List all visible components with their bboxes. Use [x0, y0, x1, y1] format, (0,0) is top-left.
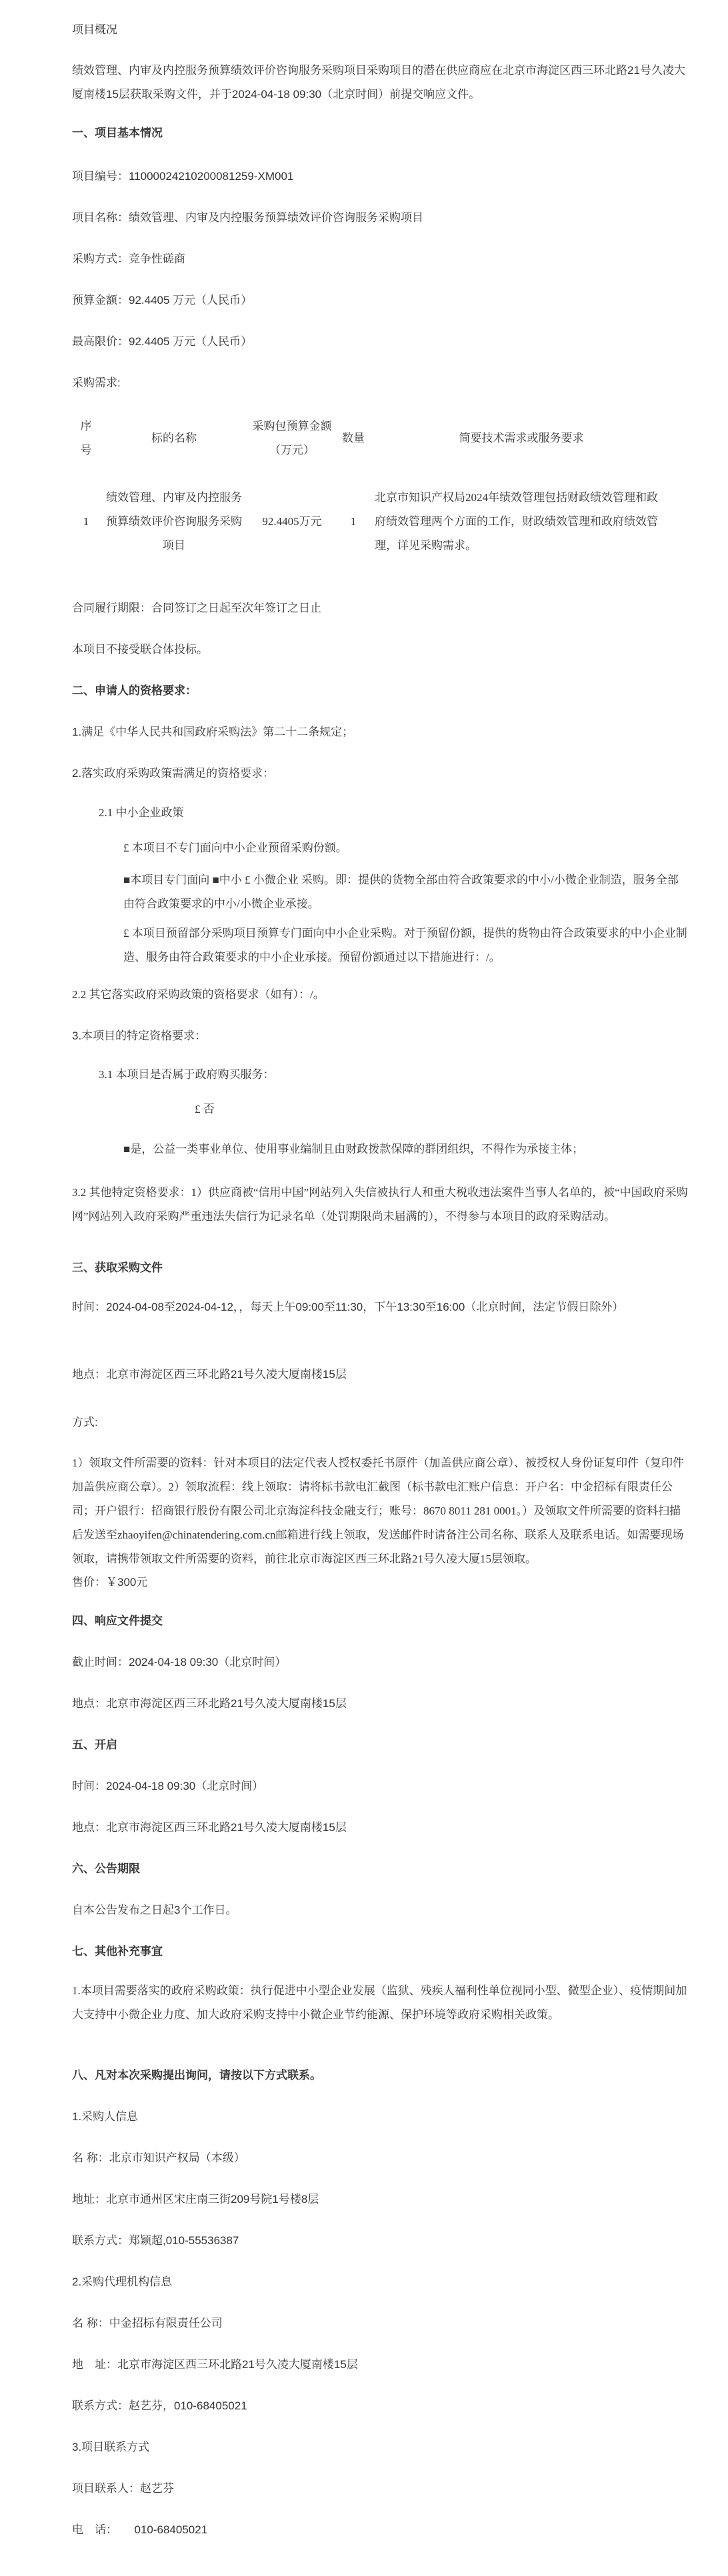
header-qty: 数量: [342, 432, 365, 444]
section5-heading: 五、开启: [72, 1738, 117, 1751]
project-contact-label: 3.项目联系方式: [72, 2441, 150, 2453]
agent-address: 地 址：北京市海淀区西三环北路21号久凌大厦南楼15层: [72, 2358, 358, 2371]
buyer-contact: 联系方式：郑颖超,010-55536387: [72, 2234, 239, 2247]
agent-contact: 联系方式：赵艺芬，010-68405021: [72, 2399, 247, 2412]
opening-place: 地点：北京市海淀区西三环北路21号久凌大厦南楼15层: [72, 1821, 347, 1834]
sme-option-a: £ 本项目不专门面向中小企业预留采购份额。: [123, 842, 347, 854]
other-specific-requirement: 3.2 其他特定资格要求：1）供应商被“信用中国”网站列入失信被执行人和重大税收违法案件当事人名单的，被“中国政府采购网”网站列入政府采购严重违法失信行为记录名单（处罚期限尚未届满的），不得参与本项目的政府采购活动。: [72, 1186, 688, 1223]
header-seq: 序号: [80, 420, 92, 456]
supplementary-policy: 1.本项目需要落实的政府采购政策：执行促进中小型企业发展（监狱、残疾人福利性单位视同小型、微型企业）、疫情期间加大支持中小微企业力度、加大政府采购支持中小微企业节约能源、保护环境等政府采购相关政策。: [72, 1984, 687, 2021]
qualification-item-1: 1.满足《中华人民共和国政府采购法》第二十二条规定；: [72, 726, 354, 738]
project-contact-person: 项目联系人：赵艺芬: [72, 2482, 174, 2495]
agent-info-label: 2.采购代理机构信息: [72, 2275, 173, 2288]
contract-period: 合同履行期限：合同签订之日起至次年签订之日止: [72, 602, 321, 614]
obtain-method-label: 方式:: [72, 1416, 98, 1429]
table-row: [72, 472, 672, 572]
document-price: 售价：￥300元: [72, 1576, 148, 1589]
budget-amount: 预算金额：92.4405 万元（人民币）: [72, 294, 253, 307]
submission-place: 地点：北京市海淀区西三环北路21号久凌大厦南楼15层: [72, 1697, 347, 1710]
cell-item-name: 绩效管理、内审及内控服务预算绩效评价咨询服务采购项目: [106, 491, 242, 552]
obtain-method-text: 1）领取文件所需要的资料：针对本项目的法定代表人授权委托书原件（加盖供应商公章）、被授权人身份证复印件（复印件加盖供应商公章）。2）领取流程：线上领取：请将标书款电汇截图（标书款电汇账户信息：开户名：中金招标有限责任公司；开户银行：招商银行股份有限公司北京海淀科技金融支行；账号：8670 8011 281 0001。）及领取文件所需要的资料扫描后发送至zhaoyifen@chinatendering.com.cn邮箱进行线上领取，发送邮件时请备注公司名称、联系人及联系电话。如需要现场领取，请携带领取文件所需要的资料，前往北京市海淀区西三环北路21号久凌大厦15层领取。: [72, 1457, 684, 1565]
gov-service-yes: ■是，公益一类事业单位、使用事业编制且由财政拨款保障的群团组织，不得作为承接主体；: [123, 1143, 584, 1155]
cell-qty: 1: [350, 515, 357, 528]
consortium-note: 本项目不接受联合体投标。: [72, 643, 208, 656]
qualification-item-2: 2.落实政府采购政策需满足的资格要求：: [72, 767, 275, 780]
buyer-address: 地址：北京市通州区宋庄南三街209号院1号楼8层: [72, 2193, 319, 2206]
sme-option-b: ■本项目专门面向 ■中小 £ 小微企业 采购。即：提供的货物全部由符合政策要求的中小/小微企业制造，服务全部由符合政策要求的中小/小微企业承接。: [123, 874, 679, 910]
submission-deadline: 截止时间：2024-04-18 09:30（北京时间）: [72, 1656, 287, 1668]
procurement-method: 采购方式：竞争性磋商: [72, 253, 185, 265]
requirement-table: [72, 405, 672, 572]
buyer-name: 名 称：北京市知识产权局（本级）: [72, 2152, 245, 2164]
section4-heading: 四、响应文件提交: [72, 1614, 163, 1627]
project-name: 项目名称：绩效管理、内审及内控服务预算绩效评价咨询服务采购项目: [72, 211, 423, 224]
project-number: 项目编号：11000024210200081259-XM001: [72, 170, 294, 183]
cell-budget: 92.4405万元: [262, 515, 322, 528]
qualification-item-3: 3.本项目的特定资格要求：: [72, 1029, 207, 1042]
header-requirement: 简要技术需求或服务要求: [459, 432, 584, 444]
other-policy-requirement: 2.2 其它落实政府采购政策的资格要求（如有）：/。: [72, 988, 325, 1001]
cell-requirement: 北京市知识产权局2024年绩效管理包括财政绩效管理和政府绩效管理两个方面的工作，财政绩效管理和政府绩效管理，详见采购需求。: [375, 491, 658, 552]
gov-service-question: 3.1 本项目是否属于政府购买服务：: [99, 1068, 275, 1081]
section6-heading: 六、公告期限: [72, 1862, 140, 1875]
section3-heading: 三、获取采购文件: [72, 1261, 163, 1274]
obtain-time: 时间：2024-04-08至2024-04-12，，每天上午09:00至11:30，下午13:30至16:00（北京时间，法定节假日除外）: [72, 1301, 624, 1313]
cell-seq: 1: [83, 515, 89, 528]
gov-service-no: £ 否: [195, 1103, 215, 1115]
max-price: 最高限价：92.4405 万元（人民币）: [72, 335, 253, 348]
header-budget: 采购包预算金额（万元）: [252, 420, 332, 456]
buyer-info-label: 1.采购人信息: [72, 2110, 139, 2123]
section7-heading: 七、其他补充事宜: [72, 1945, 163, 1958]
obtain-place: 地点：北京市海淀区西三环北路21号久凌大厦南楼15层: [72, 1368, 347, 1381]
agent-name: 名 称：中金招标有限责任公司: [72, 2317, 223, 2329]
header-item-name: 标的名称: [151, 432, 197, 444]
section1-heading: 一、项目基本情况: [72, 127, 163, 139]
requirement-label: 采购需求:: [72, 376, 121, 389]
sme-option-c: £ 本项目预留部分采购项目预算专门面向中小企业采购。对于预留份额，提供的货物由符合政策要求的中小企业制造、服务由符合政策要求的中小企业承接。预留份额通过以下措施进行：/。: [123, 927, 687, 964]
opening-time: 时间：2024-04-18 09:30（北京时间）: [72, 1780, 264, 1792]
table-header-row: [72, 405, 672, 472]
overview-heading: 项目概况: [72, 23, 117, 36]
notice-period: 自本公告发布之日起3个工作日。: [72, 1904, 237, 1916]
project-contact-phone: 电 话： 010-68405021: [72, 2523, 208, 2536]
overview-text: 绩效管理、内审及内控服务预算绩效评价咨询服务采购项目采购项目的潜在供应商应在北京市海淀区西三环北路21号久凌大厦南楼15层获取采购文件，并于2024-04-18 09:30（北京时间）前提交响应文件。: [72, 64, 685, 101]
section2-heading: 二、申请人的资格要求：: [72, 684, 197, 697]
sme-policy-heading: 2.1 中小企业政策: [99, 806, 184, 819]
section8-heading: 八、凡对本次采购提出询问，请按以下方式联系。: [72, 2069, 321, 2082]
